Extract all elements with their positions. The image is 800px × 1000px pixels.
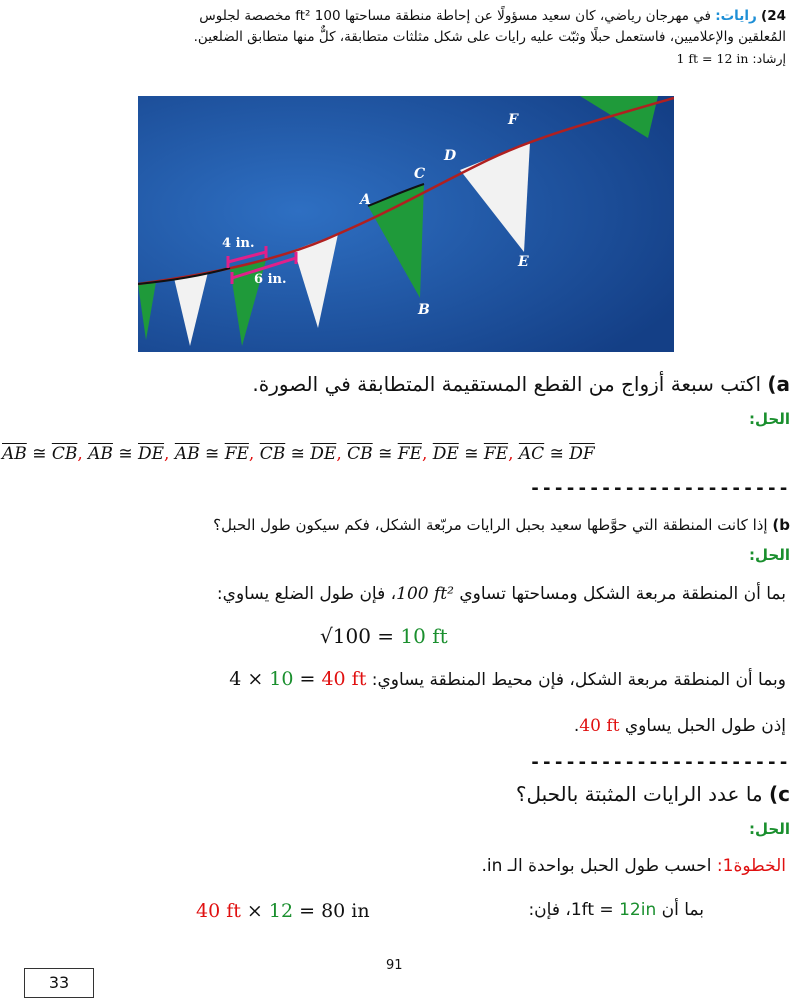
part-c-calc-line: بما أن 1ft = 12in، فإن: [528,900,704,920]
cong-6: $\overline{DE}$ ≅ $\overline{FE}$ [432,444,509,464]
point-D: D [444,148,457,164]
cong-2: $\overline{AB}$ ≅ $\overline{DE}$ [88,444,165,464]
part-a-question [10,372,790,396]
bunting-illustration [138,96,674,352]
hint-text: 1 ft = 12 in [676,51,749,66]
part-b-line-1: بما أن المنطقة مربعة الشكل ومساحتها تساوي 100 ft²، فإن طول الضلع يساوي: [216,584,786,604]
page-number: 91 [386,958,403,973]
cong-5: $\overline{CB}$ ≅ $\overline{FE}$ [347,444,422,464]
part-b-line-4: إذن طول الحبل يساوي 40 ft. [573,716,786,736]
part-b-question [0,516,790,534]
sqrt-line: √100 = 10 ft [320,624,448,648]
part-c-question [10,782,790,806]
label-4in: 4 in. [222,236,255,251]
problem-line-1 [6,6,786,27]
separator-a: ---------------------- [529,478,790,499]
part-b-solution-label: الحل: [749,546,790,564]
problem-keyword: رايات: [715,8,757,24]
hint-label: إرشاد: [752,51,786,66]
part-b-letter: b) [772,516,790,534]
part-c-solution-label: الحل: [749,820,790,838]
part-b-line-3: وبما أن المنطقة مربعة الشكل، فإن محيط المنطقة يساوي: 4 × 10 = 40 ft [229,668,786,690]
part-c-letter: c) [769,782,790,806]
part-a-solution-label: الحل: [749,410,790,428]
part-c-calc: 40 ft × 12 = 80 in [196,900,370,922]
point-A: A [360,192,371,208]
point-E: E [518,254,529,270]
point-C: C [414,166,426,182]
problem-number: 24) [761,8,786,24]
point-F: F [508,112,518,128]
hint-line [6,48,786,69]
separator-b: ---------------------- [529,752,790,773]
problem-text-1: في مهرجان رياضي، كان سعيد مسؤولًا عن إحاطة منطقة مساحتها 100 ft² مخصصة لجلوس [199,8,711,24]
cong-1: $\overline{AB}$ ≅ $\overline{CB}$ [2,444,78,464]
point-B: B [418,302,430,318]
congruence-line: $\overline{AB}$ ≅ $\overline{CB}$, $\overline{AB}$ ≅ $\overline{DE}$, $\overline{AB}$ ≅ $\overline{FE}$, $\overline{CB}$ ≅ $\overline{DE}$, $\overline{CB}$ ≅ $\overline{FE}$, $\overline{DE}$ ≅ $\overline{FE}$, $\overline{AC}$ ≅ $\overline{DF}$ [2,444,595,464]
problem-line-2: المُعلقين والإعلاميين، فاستعمل حبلًا وثبّت عليه رايات على شكل مثلثات متطابقة، كلٌّ منها متطابق الضلعين. [193,29,786,45]
bunting-photo [138,96,674,352]
part-c-question-text: ما عدد الرايات المثبتة بالحبل؟ [515,782,763,806]
cong-7: $\overline{AC}$ ≅ $\overline{DF}$ [518,444,595,464]
part-b-question-text: إذا كانت المنطقة التي حوَّطها سعيد بحبل الرايات مربّعة الشكل، فكم سيكون طول الحبل؟ [213,516,768,534]
part-c-step-1: الخطوة1: احسب طول الحبل بواحدة الـ in. [481,856,786,876]
cong-4: $\overline{CB}$ ≅ $\overline{DE}$ [259,444,337,464]
box-number: 33 [24,968,94,998]
part-a-letter: a) [767,372,790,396]
problem-statement [6,6,786,69]
label-6in: 6 in. [254,272,287,287]
cong-3: $\overline{AB}$ ≅ $\overline{FE}$ [174,444,249,464]
part-a-question-text: اكتب سبعة أزواج من القطع المستقيمة المتطابقة في الصورة. [252,372,761,396]
